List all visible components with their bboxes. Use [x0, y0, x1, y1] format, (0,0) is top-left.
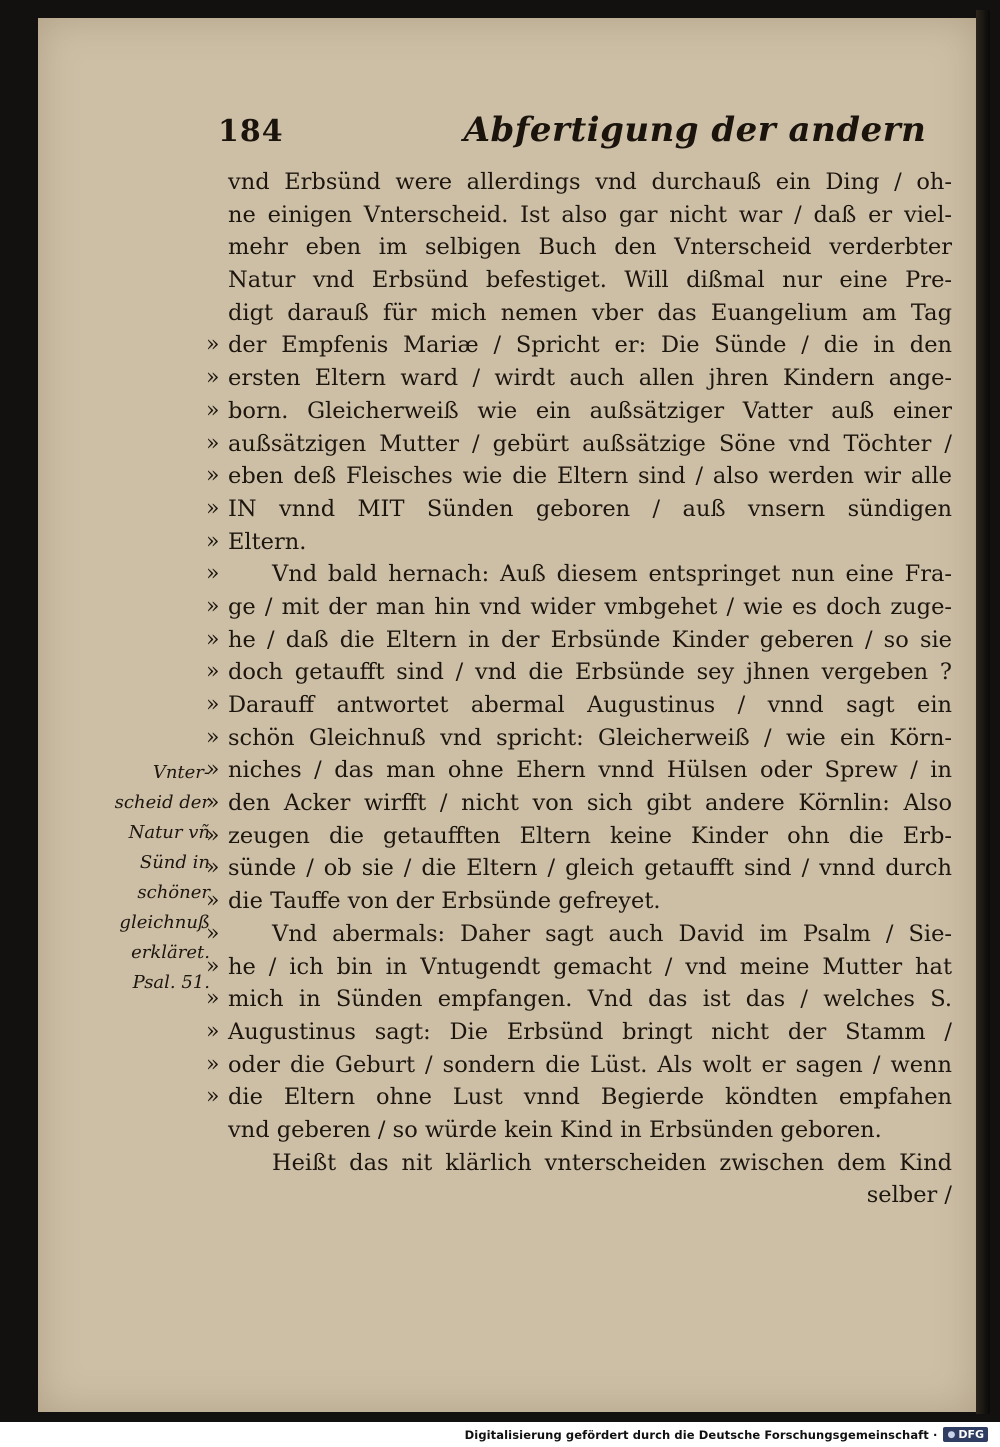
text-line	[206, 329, 952, 362]
quotation-mark-icon: »	[206, 430, 220, 456]
text-line-content: vnd geberen / so würde kein Kind in Erbsünden geboren.	[228, 1116, 882, 1143]
quotation-mark-icon: »	[206, 724, 220, 750]
quotation-mark-icon: »	[206, 790, 220, 816]
body-text	[206, 166, 952, 1212]
text-line	[206, 754, 952, 787]
text-line-content: mehr eben im selbigen Buch den Vnterscheid verderbter	[228, 234, 952, 261]
text-line	[228, 199, 952, 232]
text-line	[228, 1179, 952, 1212]
page-number: 184	[218, 114, 284, 149]
text-line-content: Darauff antwortet abermal Augustinus / vnnd sagt ein	[228, 692, 952, 718]
page-edge	[976, 10, 990, 1414]
text-line	[206, 983, 952, 1016]
text-line-content: digt darauß für mich nemen vber das Euangelium am Tag	[228, 299, 952, 326]
text-line	[206, 624, 952, 657]
quotation-mark-icon: »	[206, 659, 220, 685]
margin-note-line: Sünd in	[139, 852, 210, 873]
page-header	[218, 110, 938, 160]
text-line-content: den Acker wirfft / nicht von sich gibt andere Körnlin: Also	[228, 790, 952, 817]
text-line	[228, 1114, 952, 1147]
funding-credit: Digitalisierung gefördert durch die Deutsche Forschungsgemeinschaft ·	[464, 1427, 938, 1442]
margin-note-line: Natur vñ	[128, 822, 210, 843]
text-line	[228, 264, 952, 297]
text-line	[206, 820, 952, 853]
text-line	[206, 428, 952, 461]
text-line	[228, 231, 952, 264]
dfg-logo-mark-icon: ●	[947, 1429, 956, 1440]
text-line	[206, 918, 952, 951]
quotation-mark-icon: »	[206, 986, 220, 1012]
text-line	[206, 526, 952, 559]
text-line	[206, 885, 952, 918]
text-line-content: eben deß Fleisches wie die Eltern sind / also werden wir alle	[228, 463, 952, 490]
text-line	[206, 1081, 952, 1114]
text-line-content: zeugen die getaufften Eltern keine Kinder ohn die Erb-	[228, 822, 952, 849]
text-line	[206, 591, 952, 624]
text-line-content: vnd Erbsünd were allerdings vnd durchauß ein Ding / oh-	[228, 169, 952, 195]
text-line	[206, 1016, 952, 1049]
text-line-content: selber /	[866, 1182, 952, 1209]
text-line	[206, 1049, 952, 1082]
quotation-mark-icon: »	[206, 397, 220, 423]
margin-note-line: gleichnuß	[119, 912, 210, 933]
text-line-content: Vnd bald hernach: Auß diesem entspringet nun eine Fra-	[272, 561, 952, 588]
text-line-content: ge / mit der man hin vnd wider vmbgehet / wie es doch zuge-	[228, 593, 952, 620]
quotation-mark-icon: »	[206, 1051, 220, 1077]
text-line-content: Vnd abermals: Daher sagt auch David im Psalm / Sie-	[272, 920, 952, 947]
text-line	[206, 395, 952, 428]
text-line-content: Augustinus sagt: Die Erbsünd bringt nicht der Stamm /	[228, 1018, 952, 1045]
quotation-mark-icon: »	[206, 888, 220, 914]
text-line-content: Natur vnd Erbsünd befestiget. Will dißmal nur eine Pre-	[228, 267, 952, 294]
quotation-mark-icon: »	[206, 626, 220, 652]
margin-note-line: Psal. 51.	[132, 972, 210, 993]
text-line-content: oder die Geburt / sondern die Lüst. Als wolt er sagen / wenn	[228, 1051, 952, 1078]
quotation-mark-icon: »	[206, 495, 220, 521]
text-line	[206, 722, 952, 755]
margin-note-line: scheid der	[114, 792, 210, 813]
text-line	[206, 951, 952, 984]
quotation-mark-icon: »	[206, 855, 220, 881]
quotation-mark-icon: »	[206, 1018, 220, 1044]
margin-note-line: schöner	[137, 882, 210, 903]
text-line	[206, 689, 952, 722]
text-line-content: die Eltern ohne Lust vnnd Begierde köndten empfahen	[228, 1084, 952, 1111]
text-line-content: sünde / ob sie / die Eltern / gleich getaufft sind / vnnd durch	[228, 855, 952, 882]
text-line	[206, 558, 952, 591]
quotation-mark-icon: »	[206, 692, 220, 717]
quotation-mark-icon: »	[206, 593, 220, 619]
text-line-content: Eltern.	[228, 528, 307, 555]
text-line	[206, 852, 952, 885]
text-line-content: ne einigen Vnterscheid. Ist also gar nicht war / daß er viel-	[228, 201, 952, 228]
quotation-mark-icon: »	[206, 332, 220, 358]
text-line	[206, 362, 952, 395]
text-line	[228, 166, 952, 199]
margin-note-line: erkläret.	[131, 942, 210, 963]
running-title: Abfertigung der andern	[463, 110, 927, 150]
text-line-content: doch getaufft sind / vnd die Erbsünde sey jhnen vergeben ?	[228, 659, 952, 686]
text-line-content: mich in Sünden empfangen. Vnd das ist das / welches S.	[228, 986, 952, 1013]
dfg-logo-text: DFG	[958, 1428, 984, 1441]
dfg-logo	[943, 1427, 988, 1442]
text-line-content: born. Gleicherweiß wie ein außsätziger Vatter auß einer	[228, 397, 952, 424]
text-line-content: ersten Eltern ward / wirdt auch allen jhren Kindern ange-	[228, 365, 952, 392]
text-line	[206, 460, 952, 493]
text-line-content: schön Gleichnuß vnd spricht: Gleicherweiß / wie ein Körn-	[228, 724, 952, 751]
quotation-mark-icon: »	[206, 561, 220, 587]
quotation-mark-icon: »	[206, 365, 220, 391]
text-line-content: Heißt das nit klärlich vnterscheiden zwischen dem Kind	[272, 1149, 952, 1176]
quotation-mark-icon: »	[206, 528, 220, 554]
text-line	[206, 493, 952, 526]
quotation-mark-icon: »	[206, 920, 220, 946]
quotation-mark-icon: »	[206, 1084, 220, 1110]
quotation-mark-icon: »	[206, 953, 220, 979]
text-line	[228, 1147, 952, 1180]
text-line-content: he / daß die Eltern in der Erbsünde Kinder geberen / so sie	[228, 626, 952, 653]
text-line	[228, 297, 952, 330]
text-line-content: die Tauffe von der Erbsünde gefreyet.	[228, 888, 661, 915]
text-line-content: der Empfenis Mariæ / Spricht er: Die Sünde / die in den	[228, 332, 952, 359]
text-line	[206, 787, 952, 820]
footer-bar	[0, 1422, 1000, 1447]
margin-note	[100, 758, 210, 998]
text-line-content: he / ich bin in Vntugendt gemacht / vnd meine Mutter hat	[228, 953, 952, 980]
text-line-content: außsätzigen Mutter / gebürt außsätzige Söne vnd Töchter /	[228, 430, 952, 457]
text-line-content: niches / das man ohne Ehern vnnd Hülsen oder Sprew / in	[228, 757, 952, 784]
margin-note-line: Vnter-	[152, 762, 210, 783]
text-line	[206, 656, 952, 689]
text-line-content: IN vnnd MIT Sünden geboren / auß vnsern sündigen	[228, 495, 952, 522]
quotation-mark-icon: »	[206, 757, 220, 783]
quotation-mark-icon: »	[206, 463, 220, 489]
quotation-mark-icon: »	[206, 822, 220, 848]
